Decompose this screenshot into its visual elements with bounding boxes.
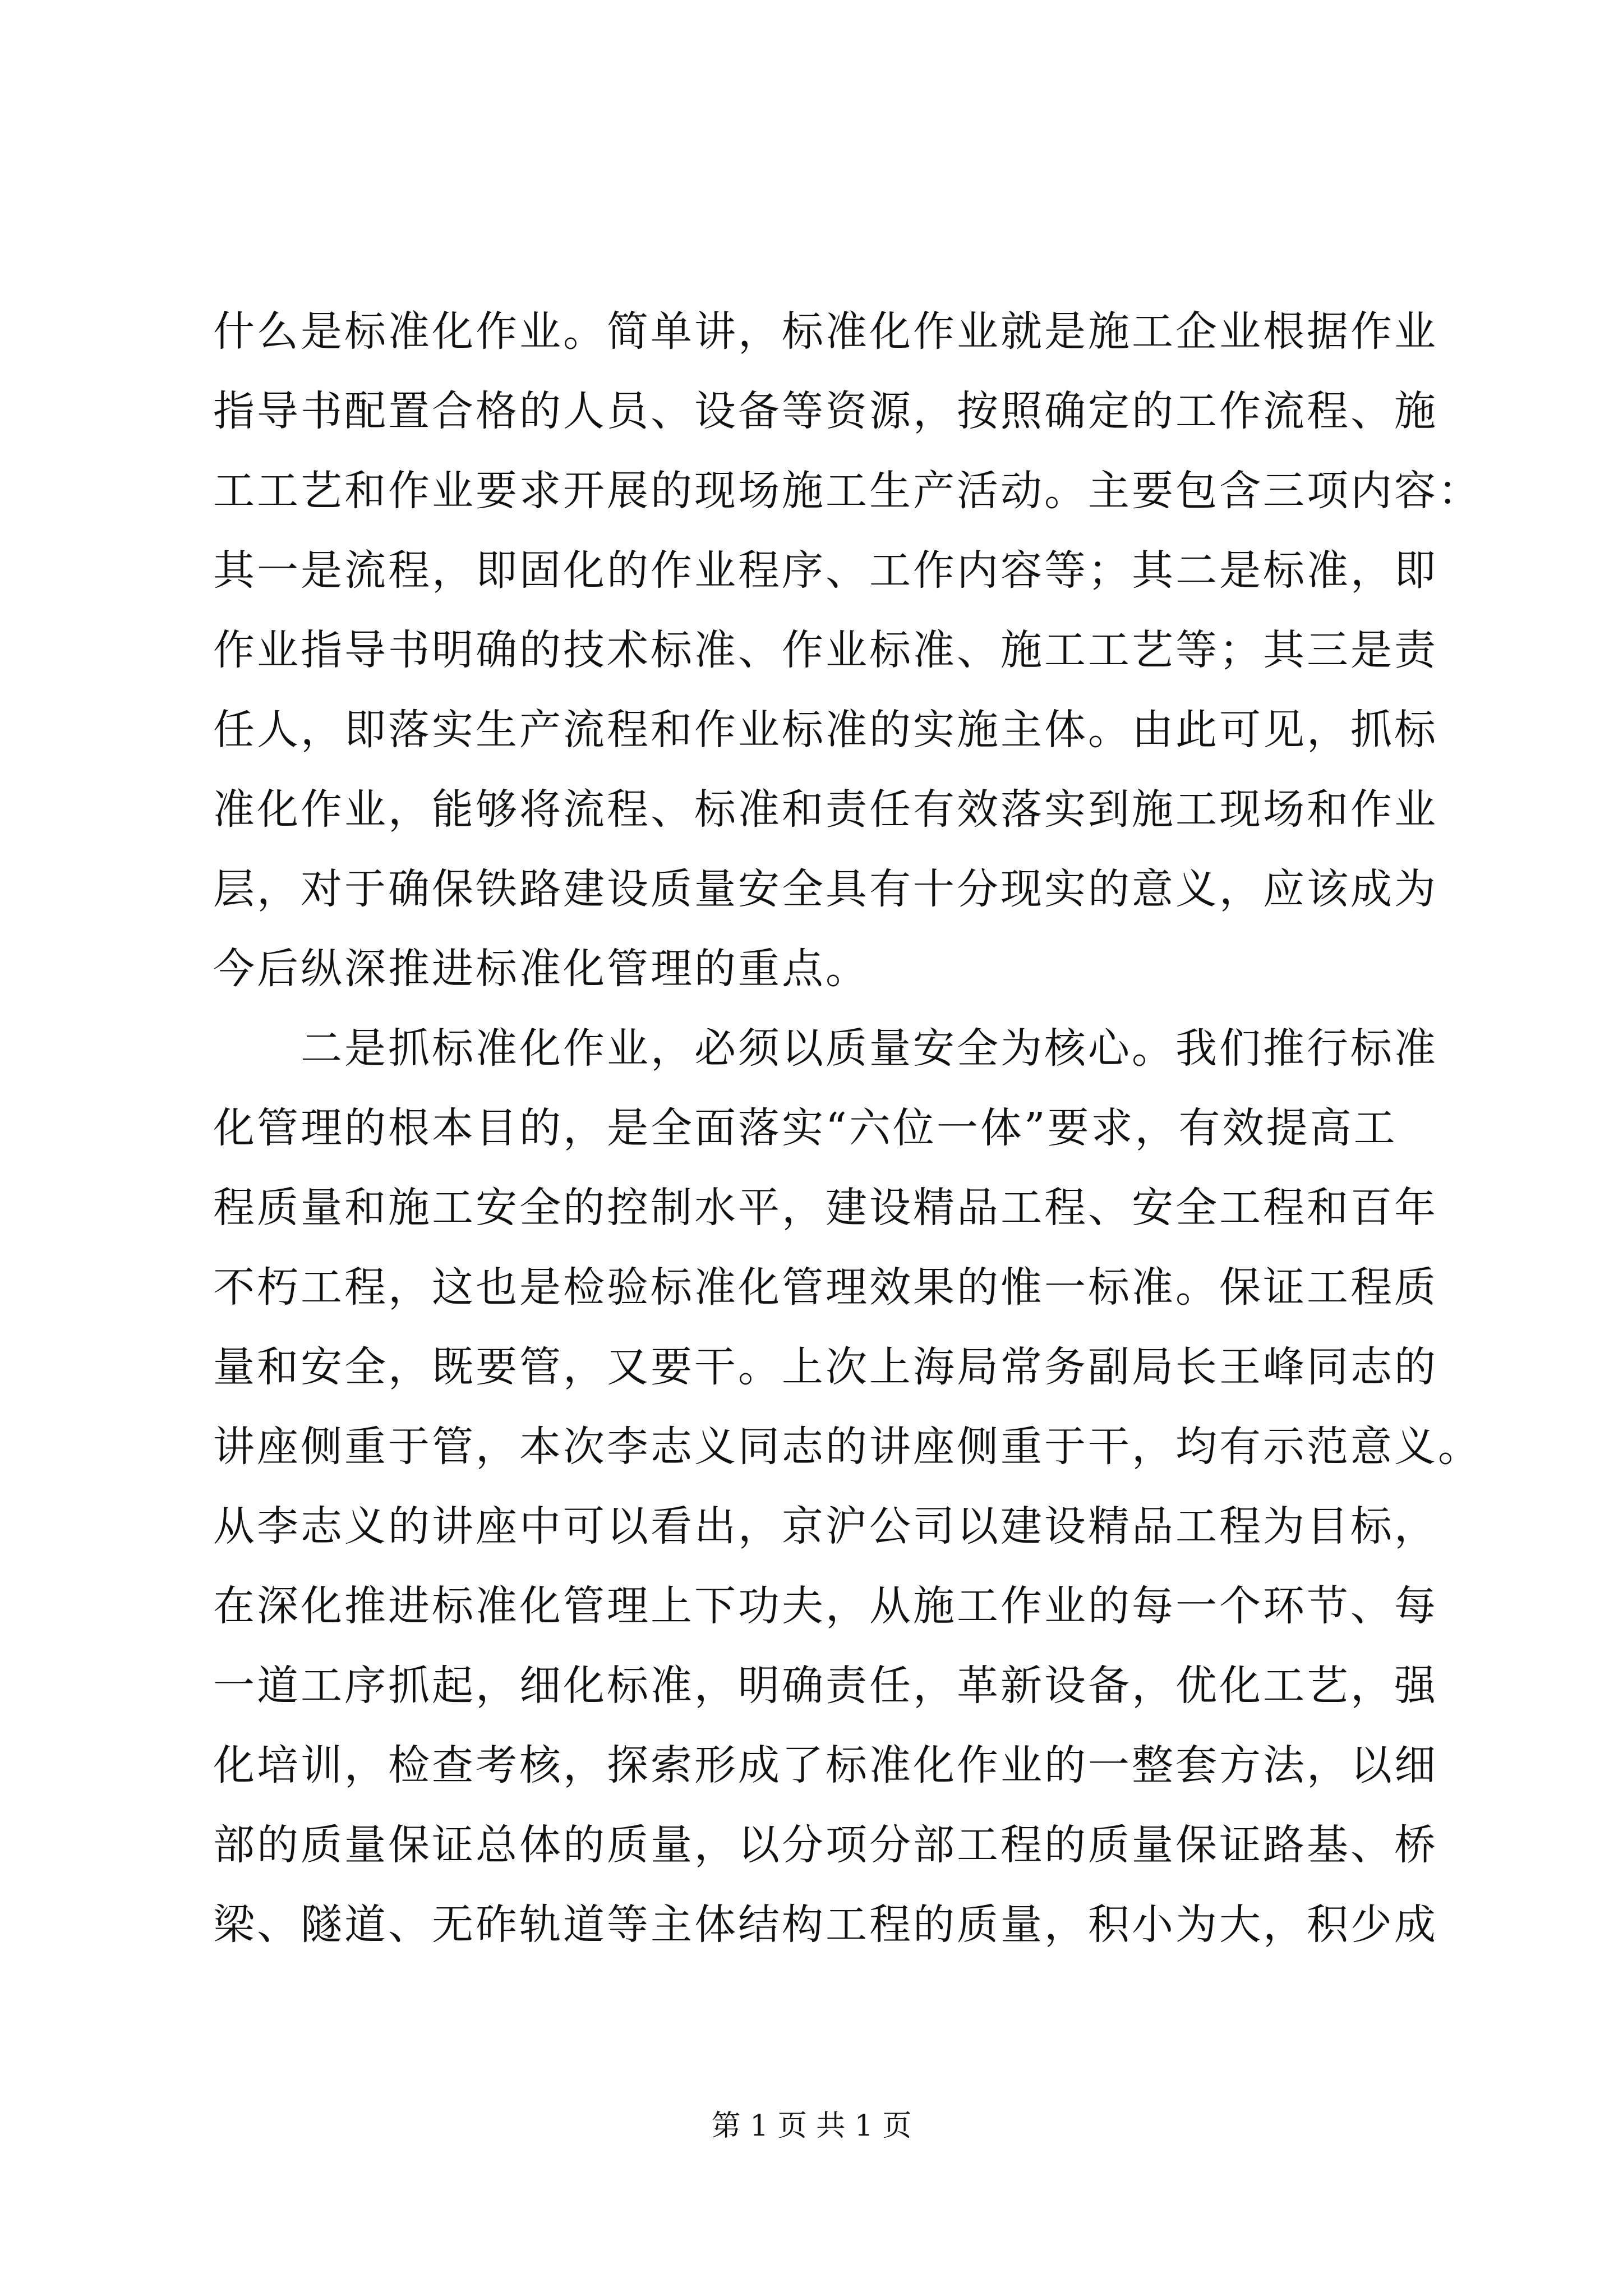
text-line: 化管理的根本目的，是全面落实“六位一体”要求，有效提高工 (213, 1104, 1398, 1152)
text-line: 今后纵深推进标准化管理的重点。 (213, 945, 869, 993)
text-line: 工工艺和作业要求开展的现场施工生产活动。主要包含三项内容： (213, 467, 1482, 515)
text-line: 梁、隧道、无砟轨道等主体结构工程的质量，积小为大，积少成 (213, 1901, 1438, 1949)
text-line: 作业指导书明确的技术标准、作业标准、施工工艺等；其三是责 (213, 626, 1438, 674)
text-line: 程质量和施工安全的控制水平，建设精品工程、安全工程和百年 (213, 1184, 1438, 1232)
text-line: 其一是流程，即固化的作业程序、工作内容等；其二是标准，即 (213, 546, 1438, 595)
text-line: 不朽工程，这也是检验标准化管理效果的惟一标准。保证工程质 (213, 1263, 1438, 1312)
text-line: 化培训，检查考核，探索形成了标准化作业的一整套方法，以细 (213, 1741, 1438, 1789)
text-line: 一道工序抓起，细化标准，明确责任，革新设备，优化工艺，强 (213, 1662, 1438, 1710)
text-line: 准化作业，能够将流程、标准和责任有效落实到施工现场和作业 (213, 785, 1438, 834)
paragraph-start-line: 二是抓标准化作业，必须以质量安全为核心。我们推行标准 (301, 1024, 1438, 1073)
text-line: 在深化推进标准化管理上下功夫，从施工作业的每一个环节、每 (213, 1582, 1438, 1630)
text-line: 部的质量保证总体的质量，以分项分部工程的质量保证路基、桥 (213, 1821, 1438, 1869)
text-line: 讲座侧重于管，本次李志义同志的讲座侧重于干，均有示范意义。 (213, 1423, 1482, 1471)
page-footer: 第 1 页 共 1 页 (711, 2109, 912, 2143)
document-body (213, 292, 1482, 1964)
text-line: 任人，即落实生产流程和作业标准的实施主体。由此可见，抓标 (213, 706, 1438, 754)
text-line: 什么是标准化作业。简单讲，标准化作业就是施工企业根据作业 (213, 307, 1438, 356)
text-line: 从李志义的讲座中可以看出，京沪公司以建设精品工程为目标， (213, 1502, 1438, 1550)
text-line: 量和安全，既要管，又要干。上次上海局常务副局长王峰同志的 (213, 1343, 1438, 1391)
text-line: 指导书配置合格的人员、设备等资源，按照确定的工作流程、施 (213, 387, 1438, 435)
text-line: 层，对于确保铁路建设质量安全具有十分现实的意义，应该成为 (213, 865, 1438, 913)
